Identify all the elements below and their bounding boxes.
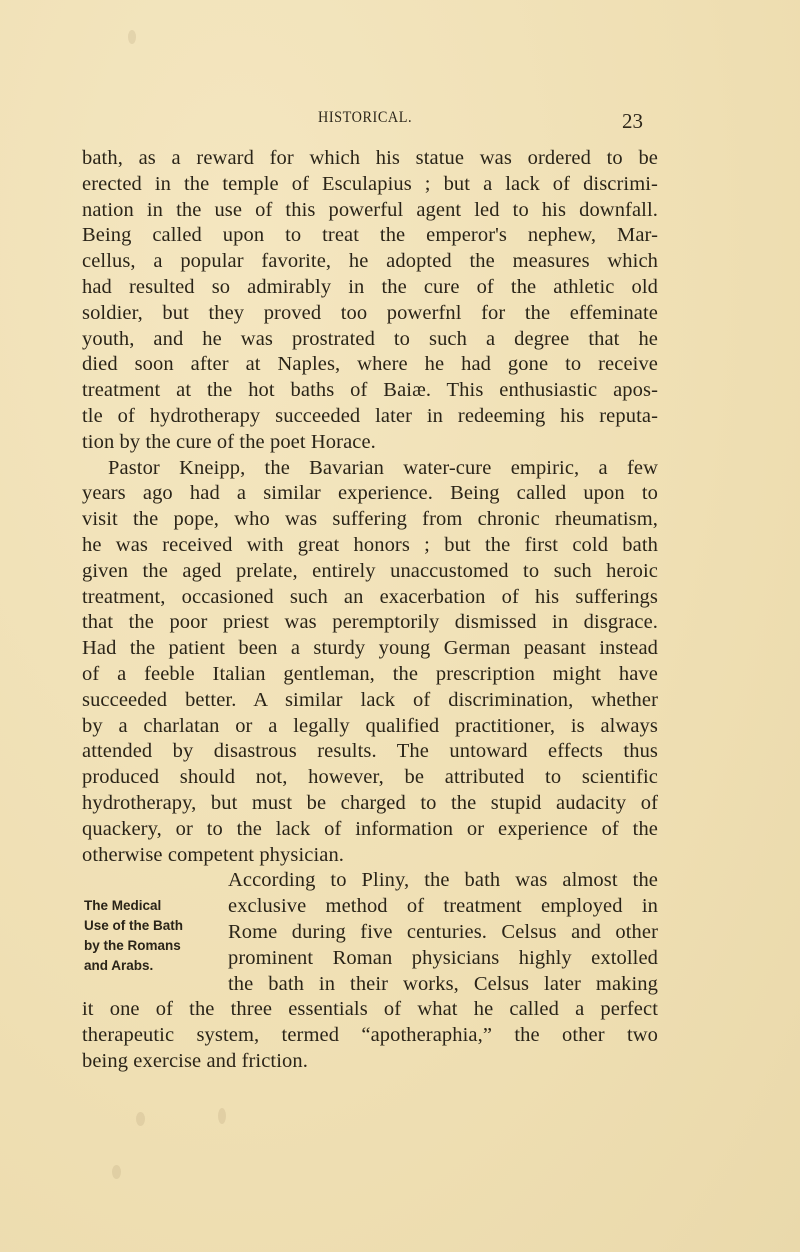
text-line: youth, and he was prostrated to such a degree that he [82,327,658,350]
text-line: by a charlatan or a legally qualified practitioner, is always [82,714,658,737]
text-line: bath, as a reward for which his statue was ordered to be [82,147,658,169]
paper-speck [136,1112,145,1126]
margin-sidenote [84,896,224,976]
text-line: he was received with great honors ; but the first cold bath [82,533,658,556]
sidenote-line: by the Romans [84,938,181,954]
text-line: nation in the use of this powerful agent led to his downfall. [82,198,658,221]
text-line: quackery, or to the lack of information or experience of the [82,817,658,840]
text-line: visit the pope, who was suffering from chronic rheumatism, [82,508,658,531]
text-line: produced should not, however, be attributed to scientific [82,766,658,789]
text-line: hydrotherapy, but must be charged to the stupid audacity of [82,791,658,814]
text-line: had resulted so admirably in the cure of the athletic old [82,275,658,298]
page-number: 23 [622,109,643,133]
text-line: erected in the temple of Esculapius ; but a lack of discrimi- [82,172,658,195]
text-line: years ago had a similar experience. Being called upon to [82,482,658,505]
running-head [0,107,800,131]
text-line: being exercise and friction. [82,1049,308,1072]
text-line: of a feeble Italian gentleman, the prescription might have [82,662,658,685]
text-line: died soon after at Naples, where he had gone to receive [82,353,658,376]
text-line: otherwise competent physician. [82,843,345,866]
text-line: it one of the three essentials of what he called a perfect [82,998,658,1021]
sidenote-line: The Medical [84,898,162,914]
text-line: prominent Roman physicians highly extolled [228,946,658,969]
text-line: therapeutic system, termed “apotheraphia,” the other two [82,1024,658,1047]
running-title: HISTORICAL. [318,109,413,126]
sidenote-line: Use of the Bath [84,918,184,934]
paper-speck [112,1165,121,1179]
text-line: treatment at the hot baths of Baiæ. This enthusiastic apos- [82,379,658,402]
text-line: the bath in their works, Celsus later making [228,972,658,995]
paper-speck [218,1108,226,1124]
text-line: exclusive method of treatment employed in [228,895,658,918]
text-line: Being called upon to treat the emperor's nephew, Mar- [82,224,658,247]
sidenote-section [82,868,658,997]
text-line: tion by the cure of the poet Horace. [82,430,376,453]
sidenote-line: and Arabs. [84,958,154,974]
body-text [82,146,658,1075]
text-line: Had the patient been a sturdy young German peasant instead [82,637,658,660]
text-line: soldier, but they proved too powerfnl for the effeminate [82,301,658,324]
text-line: cellus, a popular favorite, he adopted the measures which [82,250,658,273]
paper-speck [128,30,136,44]
paragraph-start-line: Pastor Kneipp, the Bavarian water-cure empiric, a few [108,456,658,479]
text-line: attended by disastrous results. The untoward effects thus [82,740,658,763]
text-line: Rome during five centuries. Celsus and other [228,920,658,943]
text-line: succeeded better. A similar lack of discrimination, whether [82,688,658,711]
text-line: treatment, occasioned such an exacerbation of his sufferings [82,585,658,608]
text-line: that the poor priest was peremptorily dismissed in disgrace. [82,611,658,634]
text-line: given the aged prelate, entirely unaccustomed to such heroic [82,559,658,582]
paragraph-start-line: According to Pliny, the bath was almost the [228,869,658,892]
text-line: tle of hydrotherapy succeeded later in redeeming his reputa- [82,404,658,427]
